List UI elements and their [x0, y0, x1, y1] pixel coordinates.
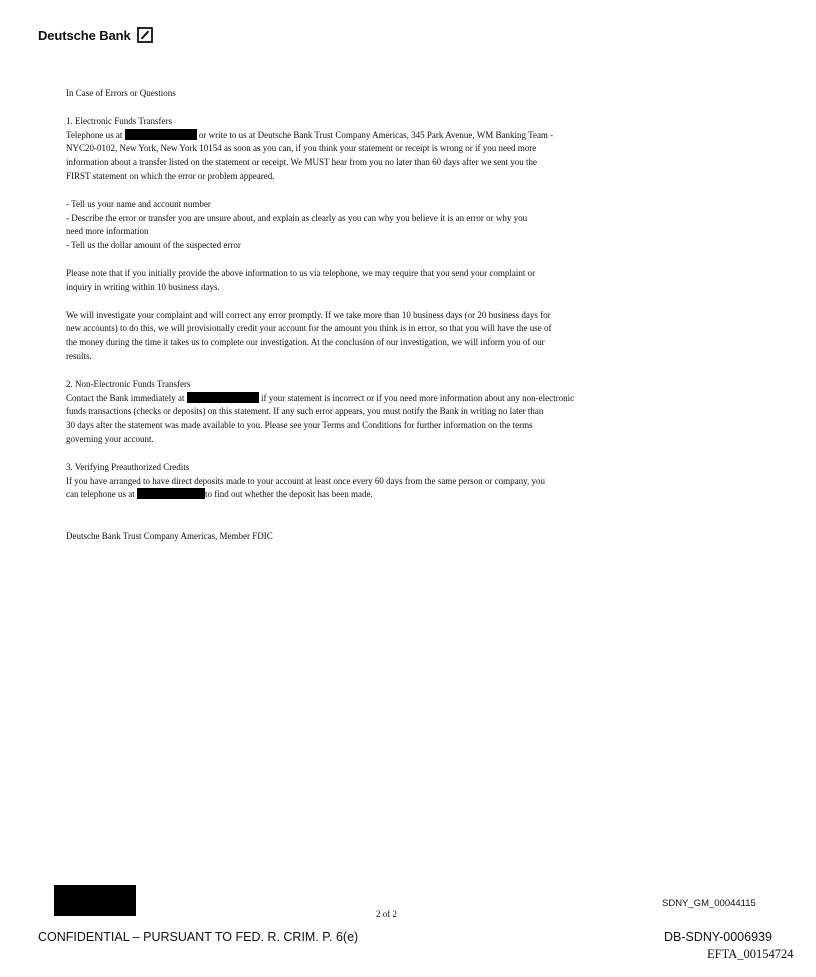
redaction-block — [54, 885, 136, 916]
bates-number-top: SDNY_GM_00044115 — [662, 898, 756, 909]
section2-line4: governing your account. — [66, 434, 154, 445]
redaction-box — [187, 392, 259, 403]
redaction-box — [137, 488, 205, 499]
section2-heading: 2. Non-Electronic Funds Transfers — [66, 378, 191, 389]
bullet-name-account: - Tell us your name and account number — [66, 198, 211, 209]
investigate-line3: the money during the time it takes us to complete our investigation. At the conclusion of our investigation, we will inform you of our — [66, 337, 545, 348]
investigate-line2: new accounts) to do this, we will provisionally credit your account for the amount you think is in error, so that you will have the use of — [66, 323, 552, 334]
note-line2: inquiry in writing within 10 business days. — [66, 281, 220, 292]
section3-line1: If you have arranged to have direct deposits made to your account at least once every 60 days from the same person or company, you — [66, 475, 545, 486]
letter-title: In Case of Errors or Questions — [66, 88, 176, 98]
redaction-box — [125, 129, 197, 140]
section3-line2-start: can telephone us at — [66, 489, 135, 500]
page-number: 2 of 2 — [376, 909, 397, 919]
section1-line1-end: or write to us at Deutsche Bank Trust Company Americas, 345 Park Avenue, WM Banking Team - — [196, 129, 554, 140]
letterhead — [38, 27, 153, 43]
investigate-line4: results. — [66, 351, 92, 362]
section1-line1-start: Telephone us at — [66, 129, 123, 140]
section3-line2-end: to find out whether the deposit has been made. — [204, 489, 373, 500]
note-line1: Please note that if you initially provide the above information to us via telephone, we may require that you send your complaint or — [66, 267, 536, 278]
section1-line1 — [66, 129, 646, 143]
bullet-dollar-amount: - Tell us the dollar amount of the suspected error — [66, 240, 241, 251]
investigate-line1: We will investigate your complaint and will correct any error promptly. If we take more than 10 business days (or 20 business days for — [66, 309, 551, 320]
brand-name: Deutsche Bank — [38, 27, 131, 43]
section2-line1-start: Contact the Bank immediately at — [66, 392, 185, 403]
bullet-describe-error: - Describe the error or transfer you are unsure about, and explain as clearly as you can why you believe it is an error or why you — [66, 212, 528, 223]
section1-line3: information about a transfer listed on the statement or receipt. We MUST hear from you no later than 60 days after we sent you the — [66, 157, 538, 168]
bates-number-bottom: DB-SDNY-0006939 — [664, 930, 772, 944]
section1-line2: NYC20-0102, New York, New York 10154 as soon as you can, if you think your statement or receipt is wrong or if you need more — [66, 143, 537, 154]
section3-heading: 3. Verifying Preauthorized Credits — [66, 461, 190, 472]
deutsche-bank-logo-icon — [137, 27, 153, 43]
efta-number: EFTA_00154724 — [707, 947, 794, 961]
section2-line1-end: if your statement is incorrect or if you need more information about any non-electronic — [258, 392, 575, 403]
bullet-describe-error-cont: need more information — [66, 226, 149, 237]
section3-line2 — [66, 488, 646, 502]
member-fdic-line: Deutsche Bank Trust Company Americas, Member FDIC — [66, 531, 273, 541]
section1-heading: 1. Electronic Funds Transfers — [66, 115, 172, 126]
section2-line1 — [66, 392, 646, 406]
section2-line3: 30 days after the statement was made available to you. Please see your Terms and Conditions for further information on the terms — [66, 420, 533, 431]
section1-line4: FIRST statement on which the error or problem appeared. — [66, 171, 275, 182]
section2-line2: funds transactions (checks or deposits) on this statement. If any such error appears, you must notify the Bank in writing no later than — [66, 406, 544, 417]
confidential-notice: CONFIDENTIAL – PURSUANT TO FED. R. CRIM. P. 6(e) — [38, 930, 359, 944]
letter-body — [66, 87, 646, 544]
